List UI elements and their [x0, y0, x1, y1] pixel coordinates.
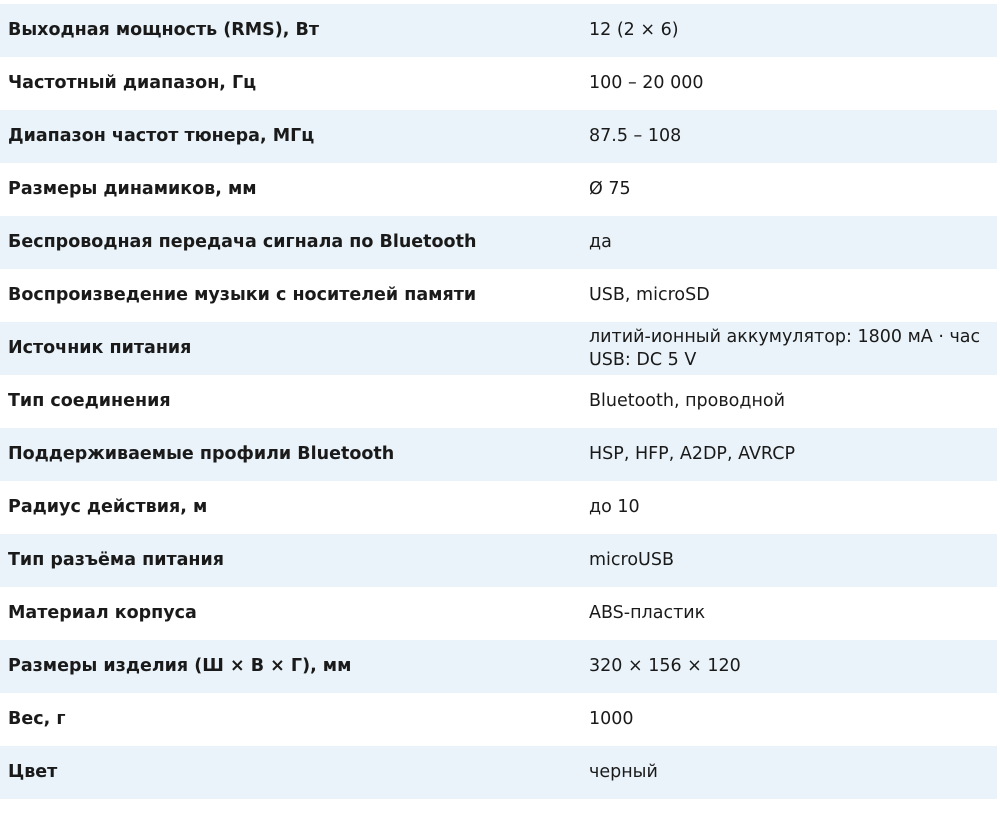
- spec-row: [0, 163, 997, 216]
- spec-name: Материал корпуса: [0, 587, 580, 640]
- spec-value: [580, 428, 997, 481]
- spec-value-line: USB: DC 5 V: [589, 349, 697, 370]
- spec-row: [0, 322, 997, 375]
- spec-value: [580, 110, 997, 163]
- spec-name: Размеры изделия (Ш × В × Г), мм: [0, 640, 580, 693]
- spec-row: [0, 640, 997, 693]
- spec-row: [0, 481, 997, 534]
- spec-value-line: черный: [589, 762, 658, 782]
- spec-name: Тип разъёма питания: [0, 534, 580, 587]
- spec-value: [580, 322, 997, 375]
- spec-row: [0, 110, 997, 163]
- spec-value: [580, 640, 997, 693]
- spec-value-line: да: [589, 232, 612, 252]
- spec-row: [0, 57, 997, 110]
- spec-value: [580, 534, 997, 587]
- spec-row: [0, 4, 997, 57]
- spec-name: Поддерживаемые профили Bluetooth: [0, 428, 580, 481]
- spec-row: [0, 216, 997, 269]
- specifications-table-body: [0, 4, 997, 799]
- spec-value-line: литий-ионный аккумулятор: 1800 мА · час: [589, 326, 981, 347]
- spec-value: [580, 4, 997, 57]
- spec-value: [580, 693, 997, 746]
- spec-row: [0, 375, 997, 428]
- spec-value-line: microUSB: [589, 550, 674, 570]
- spec-name: Размеры динамиков, мм: [0, 163, 580, 216]
- spec-name: Воспроизведение музыки с носителей памяти: [0, 269, 580, 322]
- spec-row: [0, 534, 997, 587]
- spec-name: Тип соединения: [0, 375, 580, 428]
- spec-value-line: 320 × 156 × 120: [589, 656, 741, 676]
- spec-name: Диапазон частот тюнера, МГц: [0, 110, 580, 163]
- spec-value-line: 12 (2 × 6): [589, 20, 679, 40]
- spec-value-line: Bluetooth, проводной: [589, 391, 785, 411]
- spec-value: [580, 481, 997, 534]
- spec-value: [580, 269, 997, 322]
- spec-value-line: ABS-пластик: [589, 603, 706, 623]
- spec-value-line: HSP, HFP, A2DP, AVRCP: [589, 444, 795, 464]
- spec-name: Вес, г: [0, 693, 580, 746]
- spec-value-line: 100 – 20 000: [589, 73, 704, 93]
- spec-value-line: USB, microSD: [589, 285, 710, 305]
- spec-row: [0, 693, 997, 746]
- spec-name: Радиус действия, м: [0, 481, 580, 534]
- spec-value-line: Ø 75: [589, 179, 631, 199]
- spec-name: Цвет: [0, 746, 580, 799]
- spec-row: [0, 428, 997, 481]
- spec-value: [580, 746, 997, 799]
- spec-value-line: 1000: [589, 709, 634, 729]
- spec-name: Выходная мощность (RMS), Вт: [0, 4, 580, 57]
- spec-name: Беспроводная передача сигнала по Bluetooth: [0, 216, 580, 269]
- spec-value-line: 87.5 – 108: [589, 126, 682, 146]
- spec-name: Источник питания: [0, 322, 580, 375]
- spec-value-line: до 10: [589, 497, 640, 517]
- spec-value: [580, 163, 997, 216]
- spec-value: [580, 216, 997, 269]
- spec-name: Частотный диапазон, Гц: [0, 57, 580, 110]
- spec-value: [580, 587, 997, 640]
- specifications-table: [0, 4, 997, 799]
- spec-value: [580, 57, 997, 110]
- spec-value: [580, 375, 997, 428]
- spec-row: [0, 587, 997, 640]
- spec-row: [0, 269, 997, 322]
- spec-row: [0, 746, 997, 799]
